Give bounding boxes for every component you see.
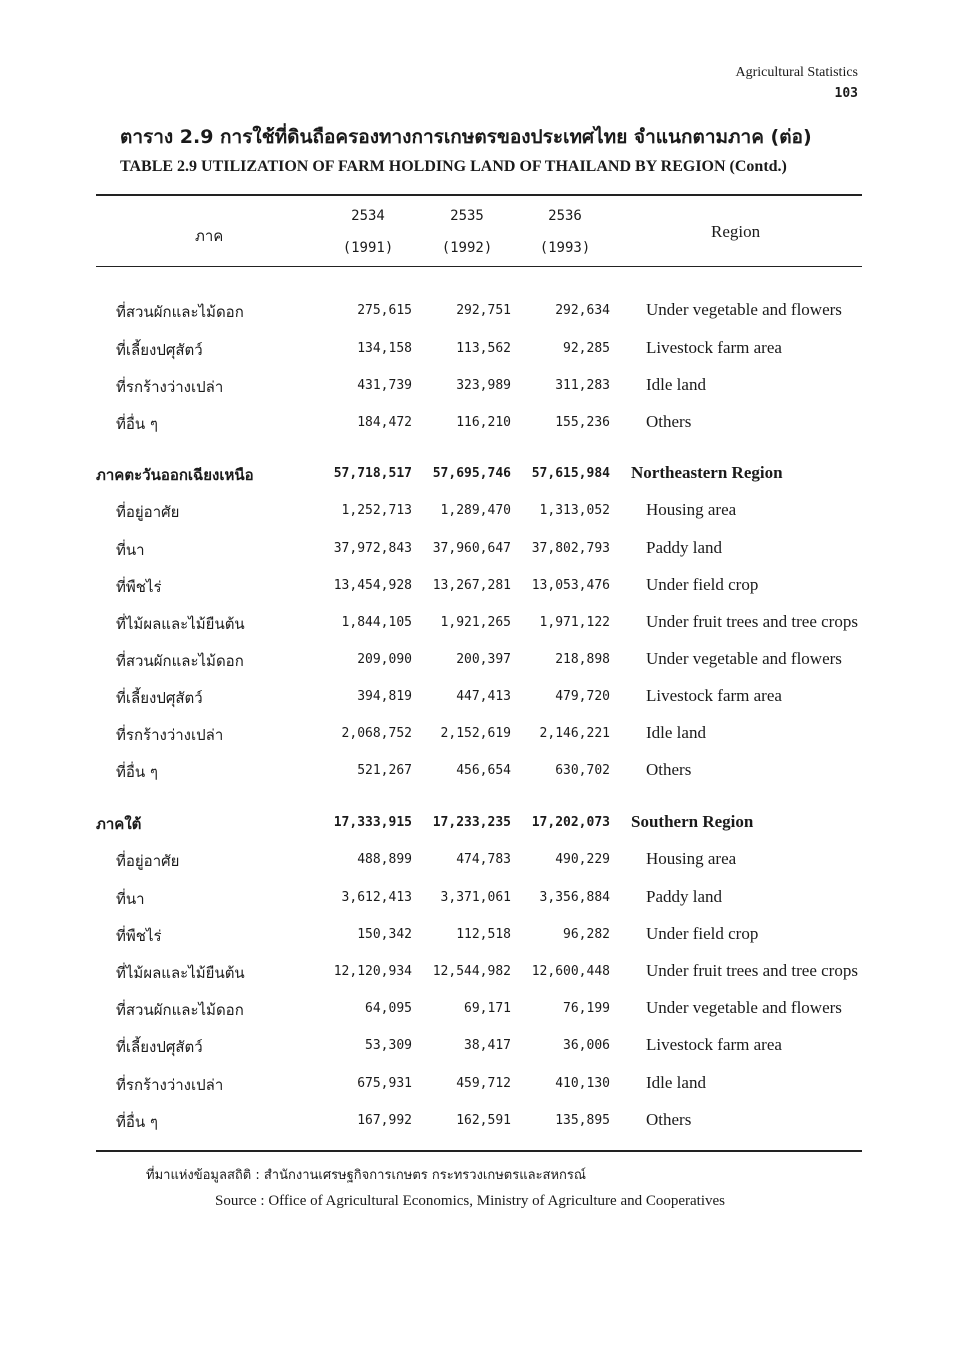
value-1991: 37,972,843 (333, 541, 412, 556)
value-1991: 431,739 (357, 378, 412, 393)
value-1993: 479,720 (555, 689, 610, 704)
value-1991: 275,615 (357, 303, 412, 318)
item-label-thai: ที่อยู่อาศัย (116, 852, 180, 870)
value-1991: 1,252,713 (341, 503, 412, 518)
value-1991: 521,267 (357, 763, 412, 778)
item-label-thai: ที่อื่น ๆ (116, 1113, 158, 1131)
header-region-thai: ภาค (195, 227, 224, 245)
table-row (0, 338, 966, 362)
item-label-english: Housing area (646, 500, 737, 519)
item-label-english: Others (646, 760, 692, 779)
value-1992: 459,712 (456, 1076, 511, 1091)
header-year-2-thai: 2535 (450, 208, 484, 224)
item-label-thai: ที่สวนผักและไม้ดอก (116, 303, 244, 321)
header-year-2-ce: (1992) (441, 240, 493, 256)
value-1991: 150,342 (357, 927, 412, 942)
table-bottom-rule (96, 1150, 862, 1152)
item-label-english: Livestock farm area (646, 1035, 782, 1054)
header-region-english: Region (711, 222, 761, 241)
value-1992: 323,989 (456, 378, 511, 393)
item-label-thai: ที่นา (116, 890, 145, 908)
item-label-english: Under field crop (646, 575, 759, 594)
item-label-english: Idle land (646, 1073, 706, 1092)
table-row (0, 723, 966, 747)
item-label-thai: ที่ไม้ผลและไม้ยืนต้น (116, 615, 245, 633)
table-row (0, 649, 966, 673)
table-row (0, 1073, 966, 1097)
value-1993: 490,229 (555, 852, 610, 867)
value-1991: 675,931 (357, 1076, 412, 1091)
value-1992: 12,544,982 (432, 964, 511, 979)
header-bottom-rule (96, 266, 862, 267)
item-label-english: Under vegetable and flowers (646, 300, 842, 319)
item-label-thai: ที่อยู่อาศัย (116, 503, 180, 521)
item-label-thai: ที่เลี้ยงปศุสัตว์ (116, 689, 203, 707)
item-label-english: Under vegetable and flowers (646, 998, 842, 1017)
source-note-english: Source : Office of Agricultural Economics, Ministry of Agriculture and Cooperatives (215, 1193, 726, 1209)
value-1993: 76,199 (563, 1001, 610, 1016)
header-year-3-thai: 2536 (548, 208, 582, 224)
value-1992: 200,397 (456, 652, 511, 667)
region-name-thai: ภาคตะวันออกเฉียงเหนือ (96, 466, 254, 484)
table-title-english: TABLE 2.9 UTILIZATION OF FARM HOLDING LAND OF THAILAND BY REGION (Contd.) (120, 158, 787, 175)
value-1992: 57,695,746 (432, 466, 511, 481)
value-1991: 64,095 (365, 1001, 412, 1016)
item-label-english: Under fruit trees and tree crops (646, 961, 858, 980)
value-1992: 13,267,281 (432, 578, 511, 593)
item-label-thai: ที่รกร้างว่างเปล่า (116, 378, 224, 396)
item-label-thai: ที่สวนผักและไม้ดอก (116, 652, 244, 670)
value-1993: 96,282 (563, 927, 610, 942)
item-label-thai: ที่รกร้างว่างเปล่า (116, 726, 224, 744)
value-1992: 474,783 (456, 852, 511, 867)
table-row (0, 612, 966, 636)
value-1993: 1,971,122 (539, 615, 610, 630)
value-1993: 92,285 (563, 341, 610, 356)
table-row (0, 500, 966, 524)
value-1992: 37,960,647 (432, 541, 511, 556)
table-row (0, 849, 966, 873)
value-1992: 38,417 (464, 1038, 511, 1053)
value-1993: 218,898 (555, 652, 610, 667)
value-1993: 13,053,476 (531, 578, 610, 593)
value-1991: 12,120,934 (333, 964, 412, 979)
value-1993: 155,236 (555, 415, 610, 430)
value-1993: 57,615,984 (531, 466, 610, 481)
value-1993: 37,802,793 (531, 541, 610, 556)
value-1992: 292,751 (456, 303, 511, 318)
source-note-thai: ที่มาแห่งข้อมูลสถิติ : สำนักงานเศรษฐกิจการเกษตร กระทรวงเกษตรและสหกรณ์ (146, 1168, 586, 1183)
value-1993: 36,006 (563, 1038, 610, 1053)
item-label-english: Idle land (646, 375, 706, 394)
table-row (0, 686, 966, 710)
value-1991: 57,718,517 (333, 466, 412, 481)
table-row (0, 412, 966, 436)
item-label-thai: ที่รกร้างว่างเปล่า (116, 1076, 224, 1094)
item-label-english: Under fruit trees and tree crops (646, 612, 858, 631)
value-1991: 167,992 (357, 1113, 412, 1128)
table-row (0, 1110, 966, 1134)
item-label-english: Housing area (646, 849, 737, 868)
table-row (0, 300, 966, 324)
value-1991: 17,333,915 (333, 815, 412, 830)
value-1991: 184,472 (357, 415, 412, 430)
item-label-thai: ที่เลี้ยงปศุสัตว์ (116, 1038, 203, 1056)
table-title-thai: ตาราง 2.9 การใช้ที่ดินถือครองทางการเกษตรของประเทศไทย จำแนกตามภาค (ต่อ) (120, 126, 812, 148)
item-label-thai: ที่เลี้ยงปศุสัตว์ (116, 341, 203, 359)
value-1991: 488,899 (357, 852, 412, 867)
running-head (736, 62, 858, 104)
value-1991: 2,068,752 (341, 726, 412, 741)
item-label-thai: ที่อื่น ๆ (116, 763, 158, 781)
header-year-1-ce: (1991) (342, 240, 394, 256)
table-row (0, 887, 966, 911)
value-1991: 1,844,105 (341, 615, 412, 630)
item-label-english: Idle land (646, 723, 706, 742)
value-1991: 134,158 (357, 341, 412, 356)
item-label-thai: ที่พืชไร่ (116, 578, 162, 596)
table-row (0, 538, 966, 562)
value-1993: 311,283 (555, 378, 610, 393)
item-label-thai: ที่อื่น ๆ (116, 415, 158, 433)
running-head-title: Agricultural Statistics (735, 65, 858, 80)
value-1992: 113,562 (456, 341, 511, 356)
item-label-english: Livestock farm area (646, 686, 782, 705)
table-top-rule (96, 194, 862, 196)
table-row (0, 575, 966, 599)
value-1992: 447,413 (456, 689, 511, 704)
value-1993: 12,600,448 (531, 964, 610, 979)
table-row (0, 1035, 966, 1059)
header-year-3-ce: (1993) (539, 240, 591, 256)
value-1991: 3,612,413 (341, 890, 412, 905)
value-1992: 1,289,470 (440, 503, 511, 518)
item-label-english: Paddy land (646, 538, 723, 557)
page-number: 103 (834, 86, 858, 101)
value-1991: 209,090 (357, 652, 412, 667)
table-row (0, 375, 966, 399)
value-1992: 3,371,061 (440, 890, 511, 905)
header-year-1-thai: 2534 (351, 208, 385, 224)
value-1993: 2,146,221 (539, 726, 610, 741)
item-label-thai: ที่พืชไร่ (116, 927, 162, 945)
item-label-english: Under vegetable and flowers (646, 649, 842, 668)
region-row (0, 463, 966, 487)
item-label-thai: ที่นา (116, 541, 145, 559)
item-label-english: Under field crop (646, 924, 759, 943)
value-1993: 17,202,073 (531, 815, 610, 830)
value-1991: 13,454,928 (333, 578, 412, 593)
value-1992: 162,591 (456, 1113, 511, 1128)
value-1991: 53,309 (365, 1038, 412, 1053)
value-1993: 3,356,884 (539, 890, 610, 905)
value-1992: 2,152,619 (440, 726, 511, 741)
region-row (0, 812, 966, 836)
value-1993: 292,634 (555, 303, 610, 318)
value-1992: 456,654 (456, 763, 511, 778)
item-label-thai: ที่สวนผักและไม้ดอก (116, 1001, 244, 1019)
table-row (0, 924, 966, 948)
value-1992: 116,210 (456, 415, 511, 430)
value-1993: 630,702 (555, 763, 610, 778)
item-label-english: Others (646, 1110, 692, 1129)
value-1993: 135,895 (555, 1113, 610, 1128)
region-name-english: Northeastern Region (631, 463, 783, 482)
region-name-thai: ภาคใต้ (96, 815, 142, 833)
table-row (0, 961, 966, 985)
value-1993: 1,313,052 (539, 503, 610, 518)
region-name-english: Southern Region (631, 812, 754, 831)
value-1992: 69,171 (464, 1001, 511, 1016)
item-label-english: Paddy land (646, 887, 723, 906)
item-label-english: Others (646, 412, 692, 431)
value-1992: 17,233,235 (432, 815, 511, 830)
table-row (0, 760, 966, 784)
value-1991: 394,819 (357, 689, 412, 704)
table-row (0, 998, 966, 1022)
value-1993: 410,130 (555, 1076, 610, 1091)
value-1992: 112,518 (456, 927, 511, 942)
value-1992: 1,921,265 (440, 615, 511, 630)
item-label-thai: ที่ไม้ผลและไม้ยืนต้น (116, 964, 245, 982)
item-label-english: Livestock farm area (646, 338, 782, 357)
